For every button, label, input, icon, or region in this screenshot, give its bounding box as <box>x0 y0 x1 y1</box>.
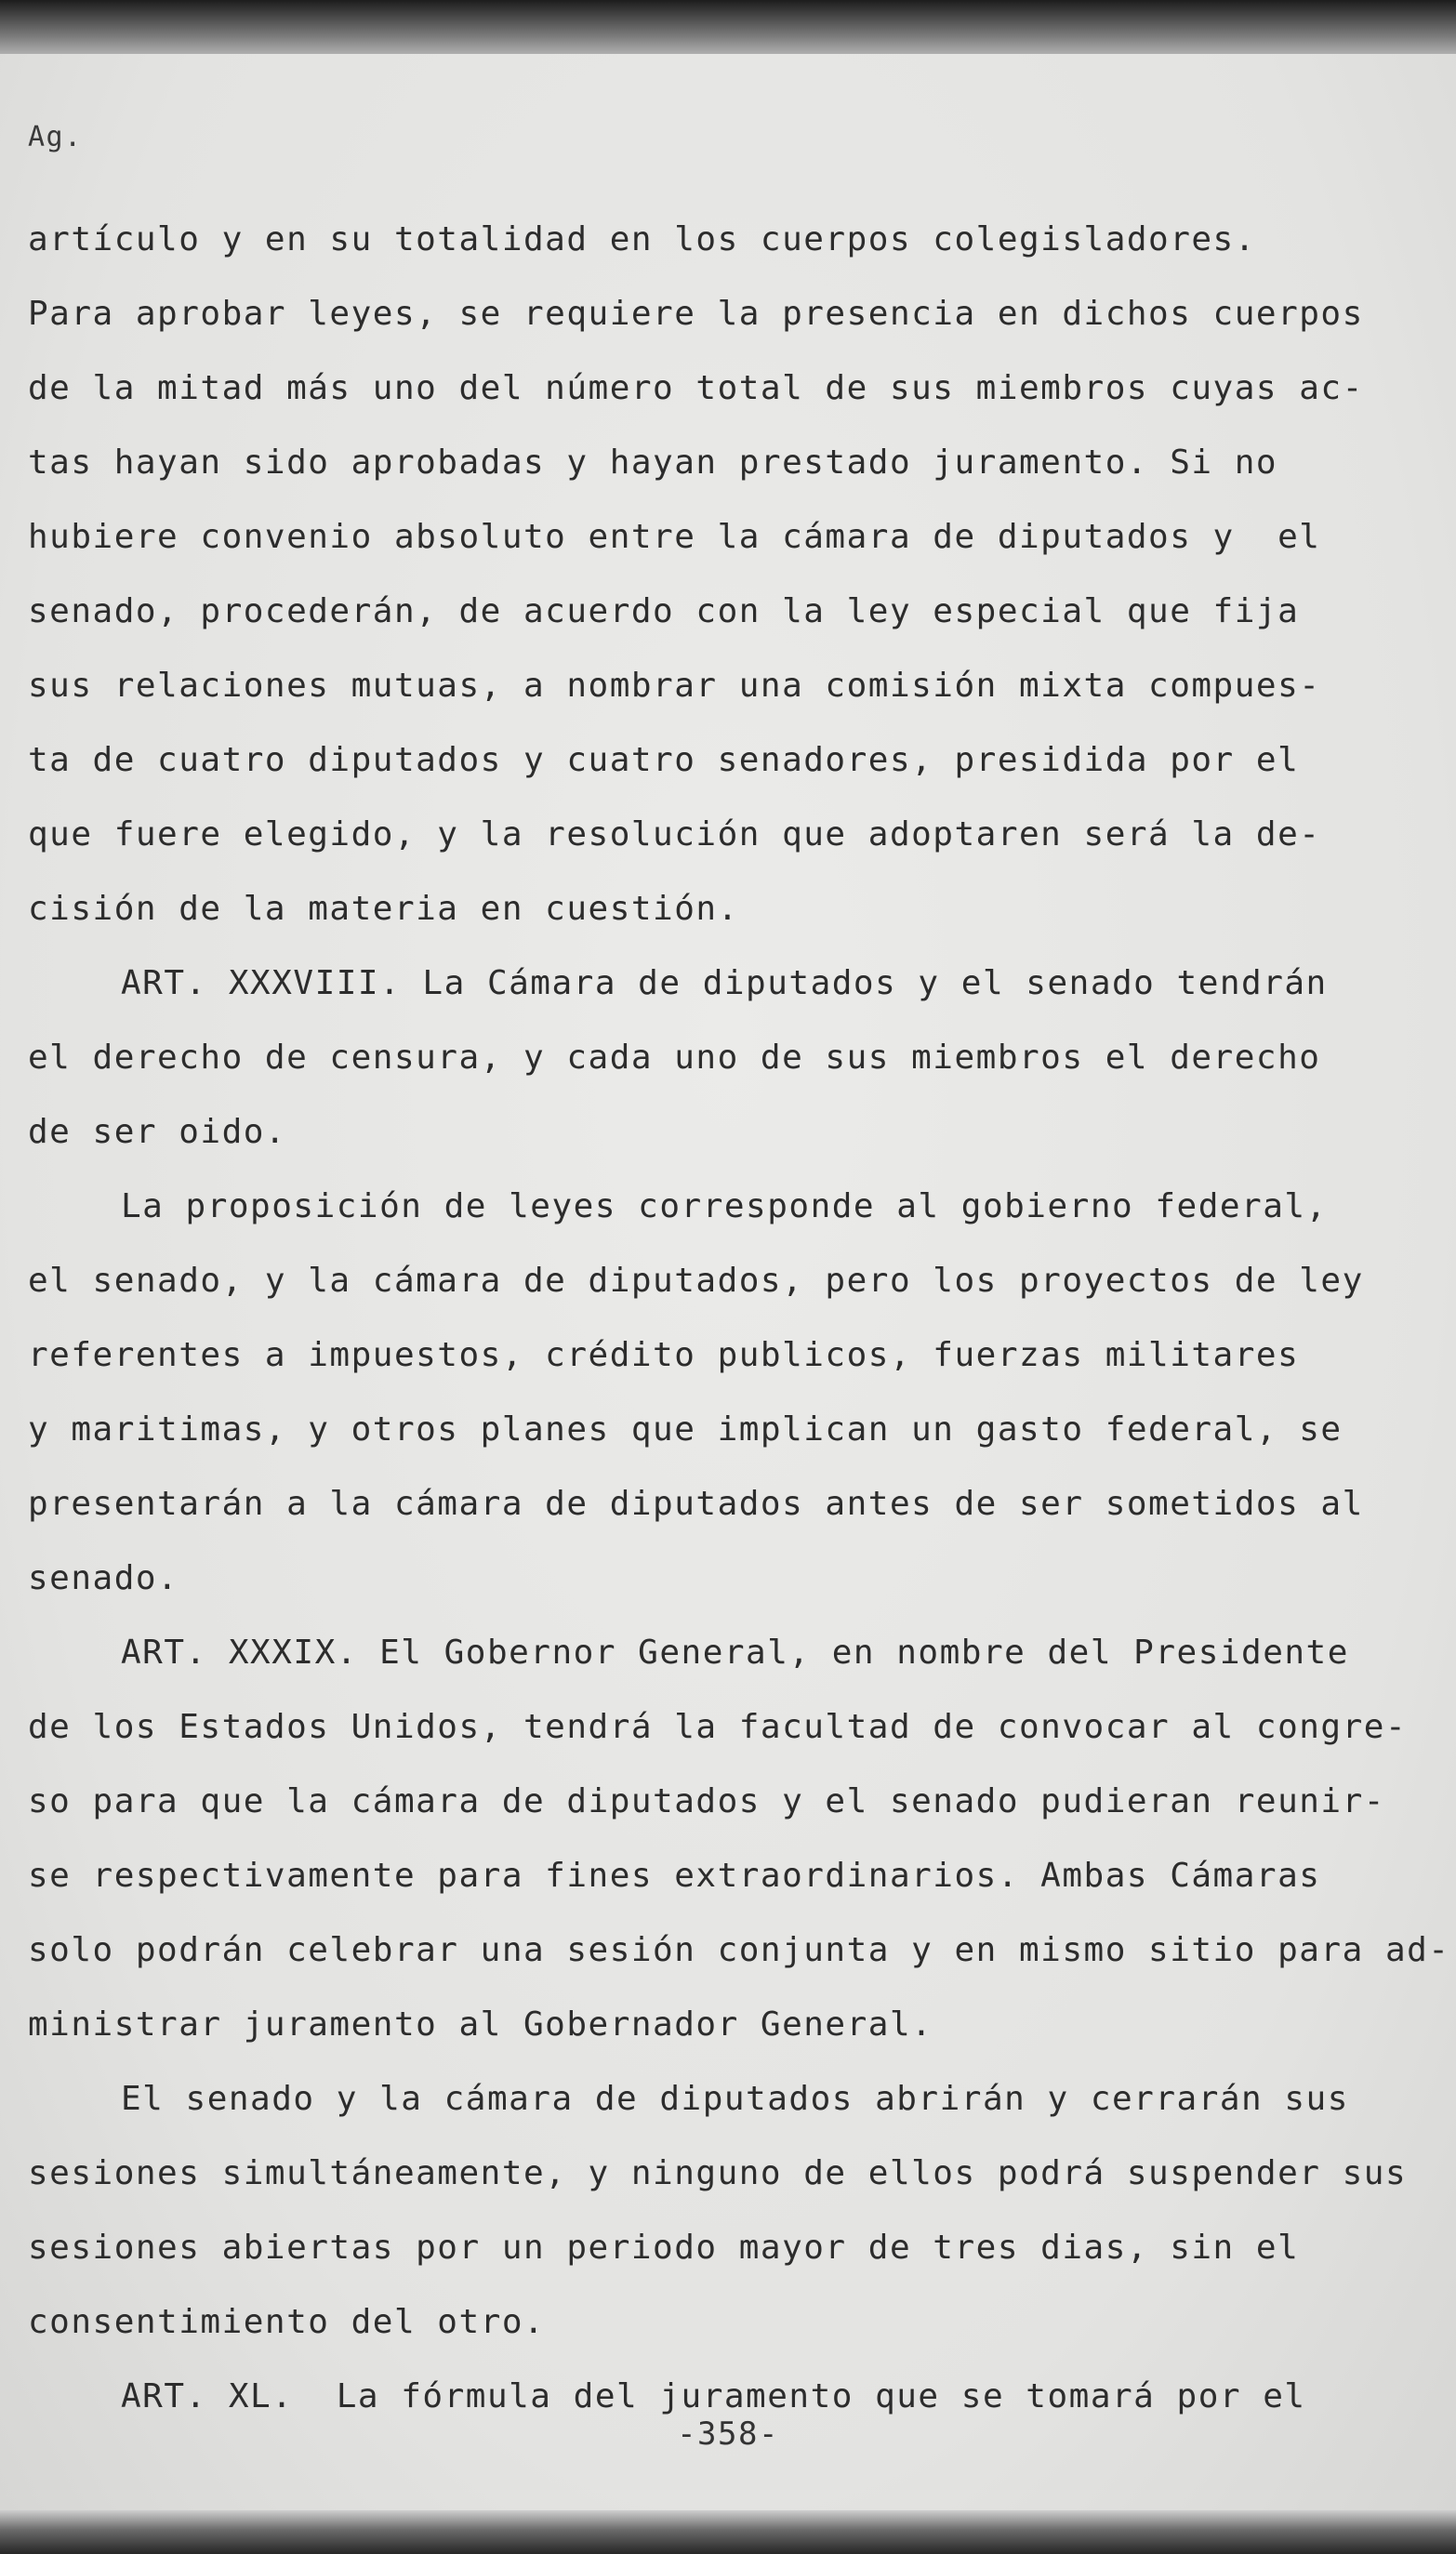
scan-border-bottom <box>0 2510 1456 2554</box>
text-line: senado, procederán, de acuerdo con la ley especial que fija <box>28 592 1300 630</box>
text-line: se respectivamente para fines extraordinarios. Ambas Cámaras <box>28 1857 1321 1895</box>
text-line: el senado, y la cámara de diputados, pero los proyectos de ley <box>28 1262 1364 1300</box>
paragraph-start-line: El senado y la cámara de diputados abrirán y cerrarán sus <box>121 2080 1349 2118</box>
text-line: senado. <box>28 1559 179 1597</box>
text-line: referentes a impuestos, crédito publicos, fuerzas militares <box>28 1336 1300 1374</box>
text-line: de los Estados Unidos, tendrá la facultad de convocar al congre- <box>28 1708 1408 1746</box>
page-number: -358- <box>677 2415 779 2453</box>
text-line: so para que la cámara de diputados y el senado pudieran reunir- <box>28 1782 1385 1820</box>
text-line: artículo y en su totalidad en los cuerpos colegisladores. <box>28 220 1256 258</box>
text-line: ministrar juramento al Gobernador General. <box>28 2005 933 2044</box>
text-line: presentarán a la cámara de diputados antes de ser sometidos al <box>28 1485 1364 1523</box>
text-line: de la mitad más uno del número total de sus miembros cuyas ac- <box>28 369 1364 407</box>
text-line: tas hayan sido aprobadas y hayan prestado juramento. Si no <box>28 443 1278 482</box>
paragraph-start-line: La proposición de leyes corresponde al gobierno federal, <box>121 1187 1328 1225</box>
text-line: sesiones simultáneamente, y ninguno de ellos podrá suspender sus <box>28 2154 1408 2192</box>
corner-mark: Ag. <box>28 121 83 153</box>
article-heading-line: ART. XXXIX. El Gobernor General, en nombre del Presidente <box>121 1634 1349 1672</box>
text-line: cisión de la materia en cuestión. <box>28 890 739 928</box>
text-line: solo podrán celebrar una sesión conjunta y en mismo sitio para ad- <box>28 1931 1450 1969</box>
text-line: de ser oido. <box>28 1113 287 1151</box>
article-heading-line: ART. XL. La fórmula del juramento que se tomará por el <box>121 2377 1306 2415</box>
document-body <box>28 203 1450 2434</box>
text-line: sus relaciones mutuas, a nombrar una comisión mixta compues- <box>28 667 1321 705</box>
text-line: ta de cuatro diputados y cuatro senadores, presidida por el <box>28 741 1300 779</box>
text-line: que fuere elegido, y la resolución que adoptaren será la de- <box>28 815 1321 854</box>
text-line: Para aprobar leyes, se requiere la presencia en dichos cuerpos <box>28 295 1364 333</box>
text-line: hubiere convenio absoluto entre la cámara de diputados y el <box>28 518 1321 556</box>
text-line: consentimiento del otro. <box>28 2303 546 2341</box>
article-heading-line: ART. XXXVIII. La Cámara de diputados y el senado tendrán <box>121 964 1328 1002</box>
text-line: sesiones abiertas por un periodo mayor de tres dias, sin el <box>28 2229 1300 2267</box>
text-line: y maritimas, y otros planes que implican un gasto federal, se <box>28 1410 1343 1449</box>
document-page <box>0 54 1456 2518</box>
text-line: el derecho de censura, y cada uno de sus miembros el derecho <box>28 1039 1321 1077</box>
